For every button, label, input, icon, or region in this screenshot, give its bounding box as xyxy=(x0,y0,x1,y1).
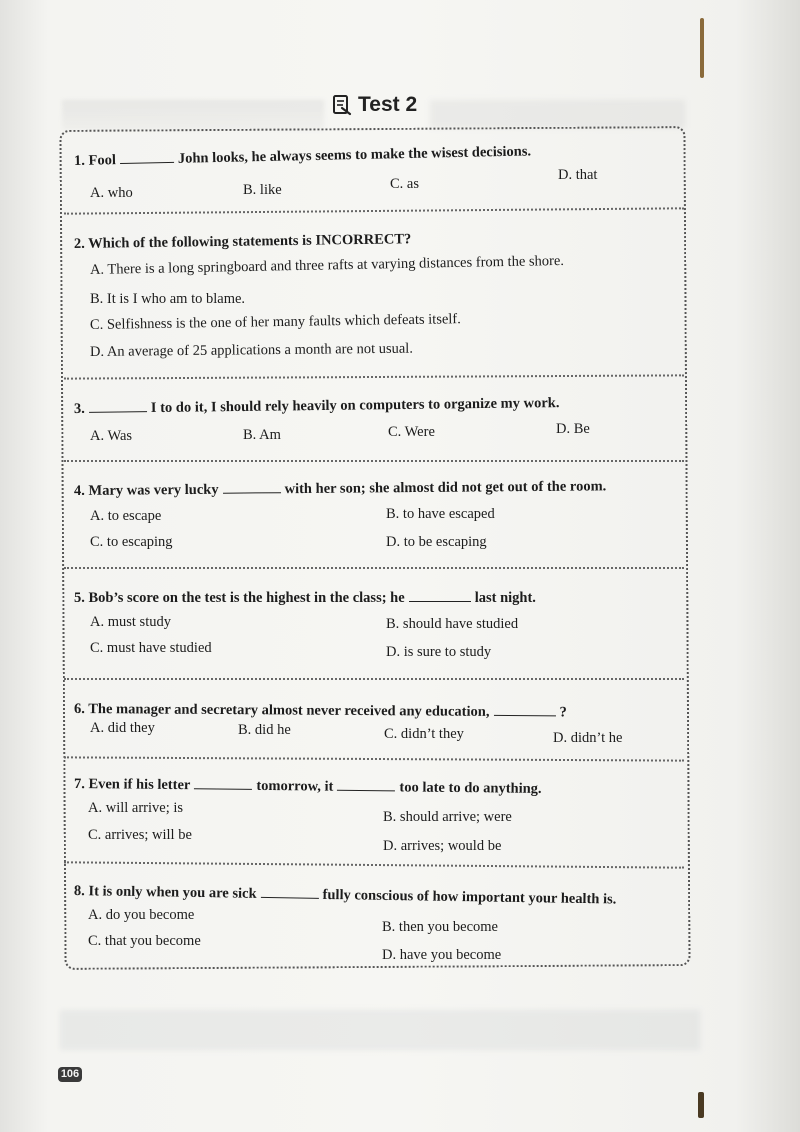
answer-blank[interactable] xyxy=(120,148,174,164)
option-b[interactable]: B. like xyxy=(243,182,282,198)
question-8 xyxy=(73,880,672,908)
question-stem: 6. The manager and secretary almost never received any education, ? xyxy=(73,701,567,721)
question-stem: 1. Fool John looks, he always seems to make the wisest decisions. xyxy=(73,143,532,169)
option-a[interactable]: A. do you become xyxy=(88,907,195,923)
question-4 xyxy=(74,480,672,501)
question-3 xyxy=(73,395,672,419)
option-a[interactable]: A. to escape xyxy=(90,508,162,524)
question-stem: 3. I to do it, I should rely heavily on computers to organize my work. xyxy=(73,395,560,417)
question-stem: 8. It is only when you are sick fully conscious of how important your health is. xyxy=(73,883,617,908)
option-b[interactable]: B. then you become xyxy=(382,919,498,935)
option-c[interactable]: C. Selfishness is the one of her many faults which defeats itself. xyxy=(89,311,461,333)
option-c[interactable]: C. didn’t they xyxy=(384,726,464,742)
option-d[interactable]: D. arrives; would be xyxy=(383,838,502,854)
option-a[interactable]: A. who xyxy=(90,185,133,201)
answer-blank[interactable] xyxy=(409,587,471,602)
question-stem: 5. Bob’s score on the test is the highest in the class; he last night. xyxy=(74,587,672,608)
page-title xyxy=(332,90,417,120)
option-b[interactable]: B. should have studied xyxy=(386,616,519,632)
question-2 xyxy=(73,231,672,254)
bleed-through-shadow xyxy=(62,100,324,130)
option-b[interactable]: B. should arrive; were xyxy=(383,809,512,825)
question-stem: 7. Even if his letter tomorrow, it too late to do anything. xyxy=(73,776,542,797)
option-c[interactable]: C. arrives; will be xyxy=(88,827,192,843)
test-sheet-icon xyxy=(332,94,352,116)
option-c[interactable]: C. Were xyxy=(388,424,435,440)
option-c[interactable]: C. must have studied xyxy=(90,640,212,656)
option-b[interactable]: B. to have escaped xyxy=(386,506,495,522)
option-a[interactable]: A. will arrive; is xyxy=(88,800,184,816)
answer-blank[interactable] xyxy=(194,774,252,790)
option-d[interactable]: D. to be escaping xyxy=(386,534,487,550)
option-b[interactable]: B. did he xyxy=(238,722,291,738)
option-c[interactable]: C. that you become xyxy=(88,933,201,949)
page-edge-mark xyxy=(698,1092,704,1118)
option-d[interactable]: D. An average of 25 applications a month are not usual. xyxy=(89,340,413,360)
option-c[interactable]: C. as xyxy=(390,176,419,192)
question-stem: 2. Which of the following statements is INCORRECT? xyxy=(73,231,412,252)
question-7 xyxy=(73,773,672,797)
bleed-through-shadow xyxy=(430,100,685,128)
question-divider xyxy=(64,567,684,569)
question-6 xyxy=(74,698,672,719)
answer-blank[interactable] xyxy=(337,776,395,792)
question-divider xyxy=(64,460,684,462)
question-5 xyxy=(74,587,672,608)
option-a[interactable]: A. did they xyxy=(90,720,155,736)
option-a[interactable]: A. There is a long springboard and three rafts at varying distances from the shore. xyxy=(89,252,565,278)
option-d[interactable]: D. Be xyxy=(556,421,590,437)
answer-blank[interactable] xyxy=(222,478,280,494)
answer-blank[interactable] xyxy=(261,883,319,899)
option-d[interactable]: D. have you become xyxy=(382,947,502,963)
option-d[interactable]: D. is sure to study xyxy=(386,644,492,660)
option-d[interactable]: D. that xyxy=(558,167,598,183)
option-b[interactable]: B. It is I who am to blame. xyxy=(90,291,246,307)
option-c[interactable]: C. to escaping xyxy=(90,534,173,550)
page-number: 106 xyxy=(58,1067,82,1082)
question-stem: 4. Mary was very lucky with her son; she almost did not get out of the room. xyxy=(73,478,607,499)
answer-blank[interactable] xyxy=(493,701,555,716)
option-a[interactable]: A. Was xyxy=(90,428,133,444)
bleed-through-shadow xyxy=(60,1010,700,1050)
question-divider xyxy=(64,678,684,680)
page-edge-mark xyxy=(700,18,704,78)
option-a[interactable]: A. must study xyxy=(90,614,171,630)
title-text: Test 2 xyxy=(358,93,418,116)
option-b[interactable]: B. Am xyxy=(243,427,281,443)
answer-blank[interactable] xyxy=(89,397,147,413)
option-d[interactable]: D. didn’t he xyxy=(553,730,623,746)
